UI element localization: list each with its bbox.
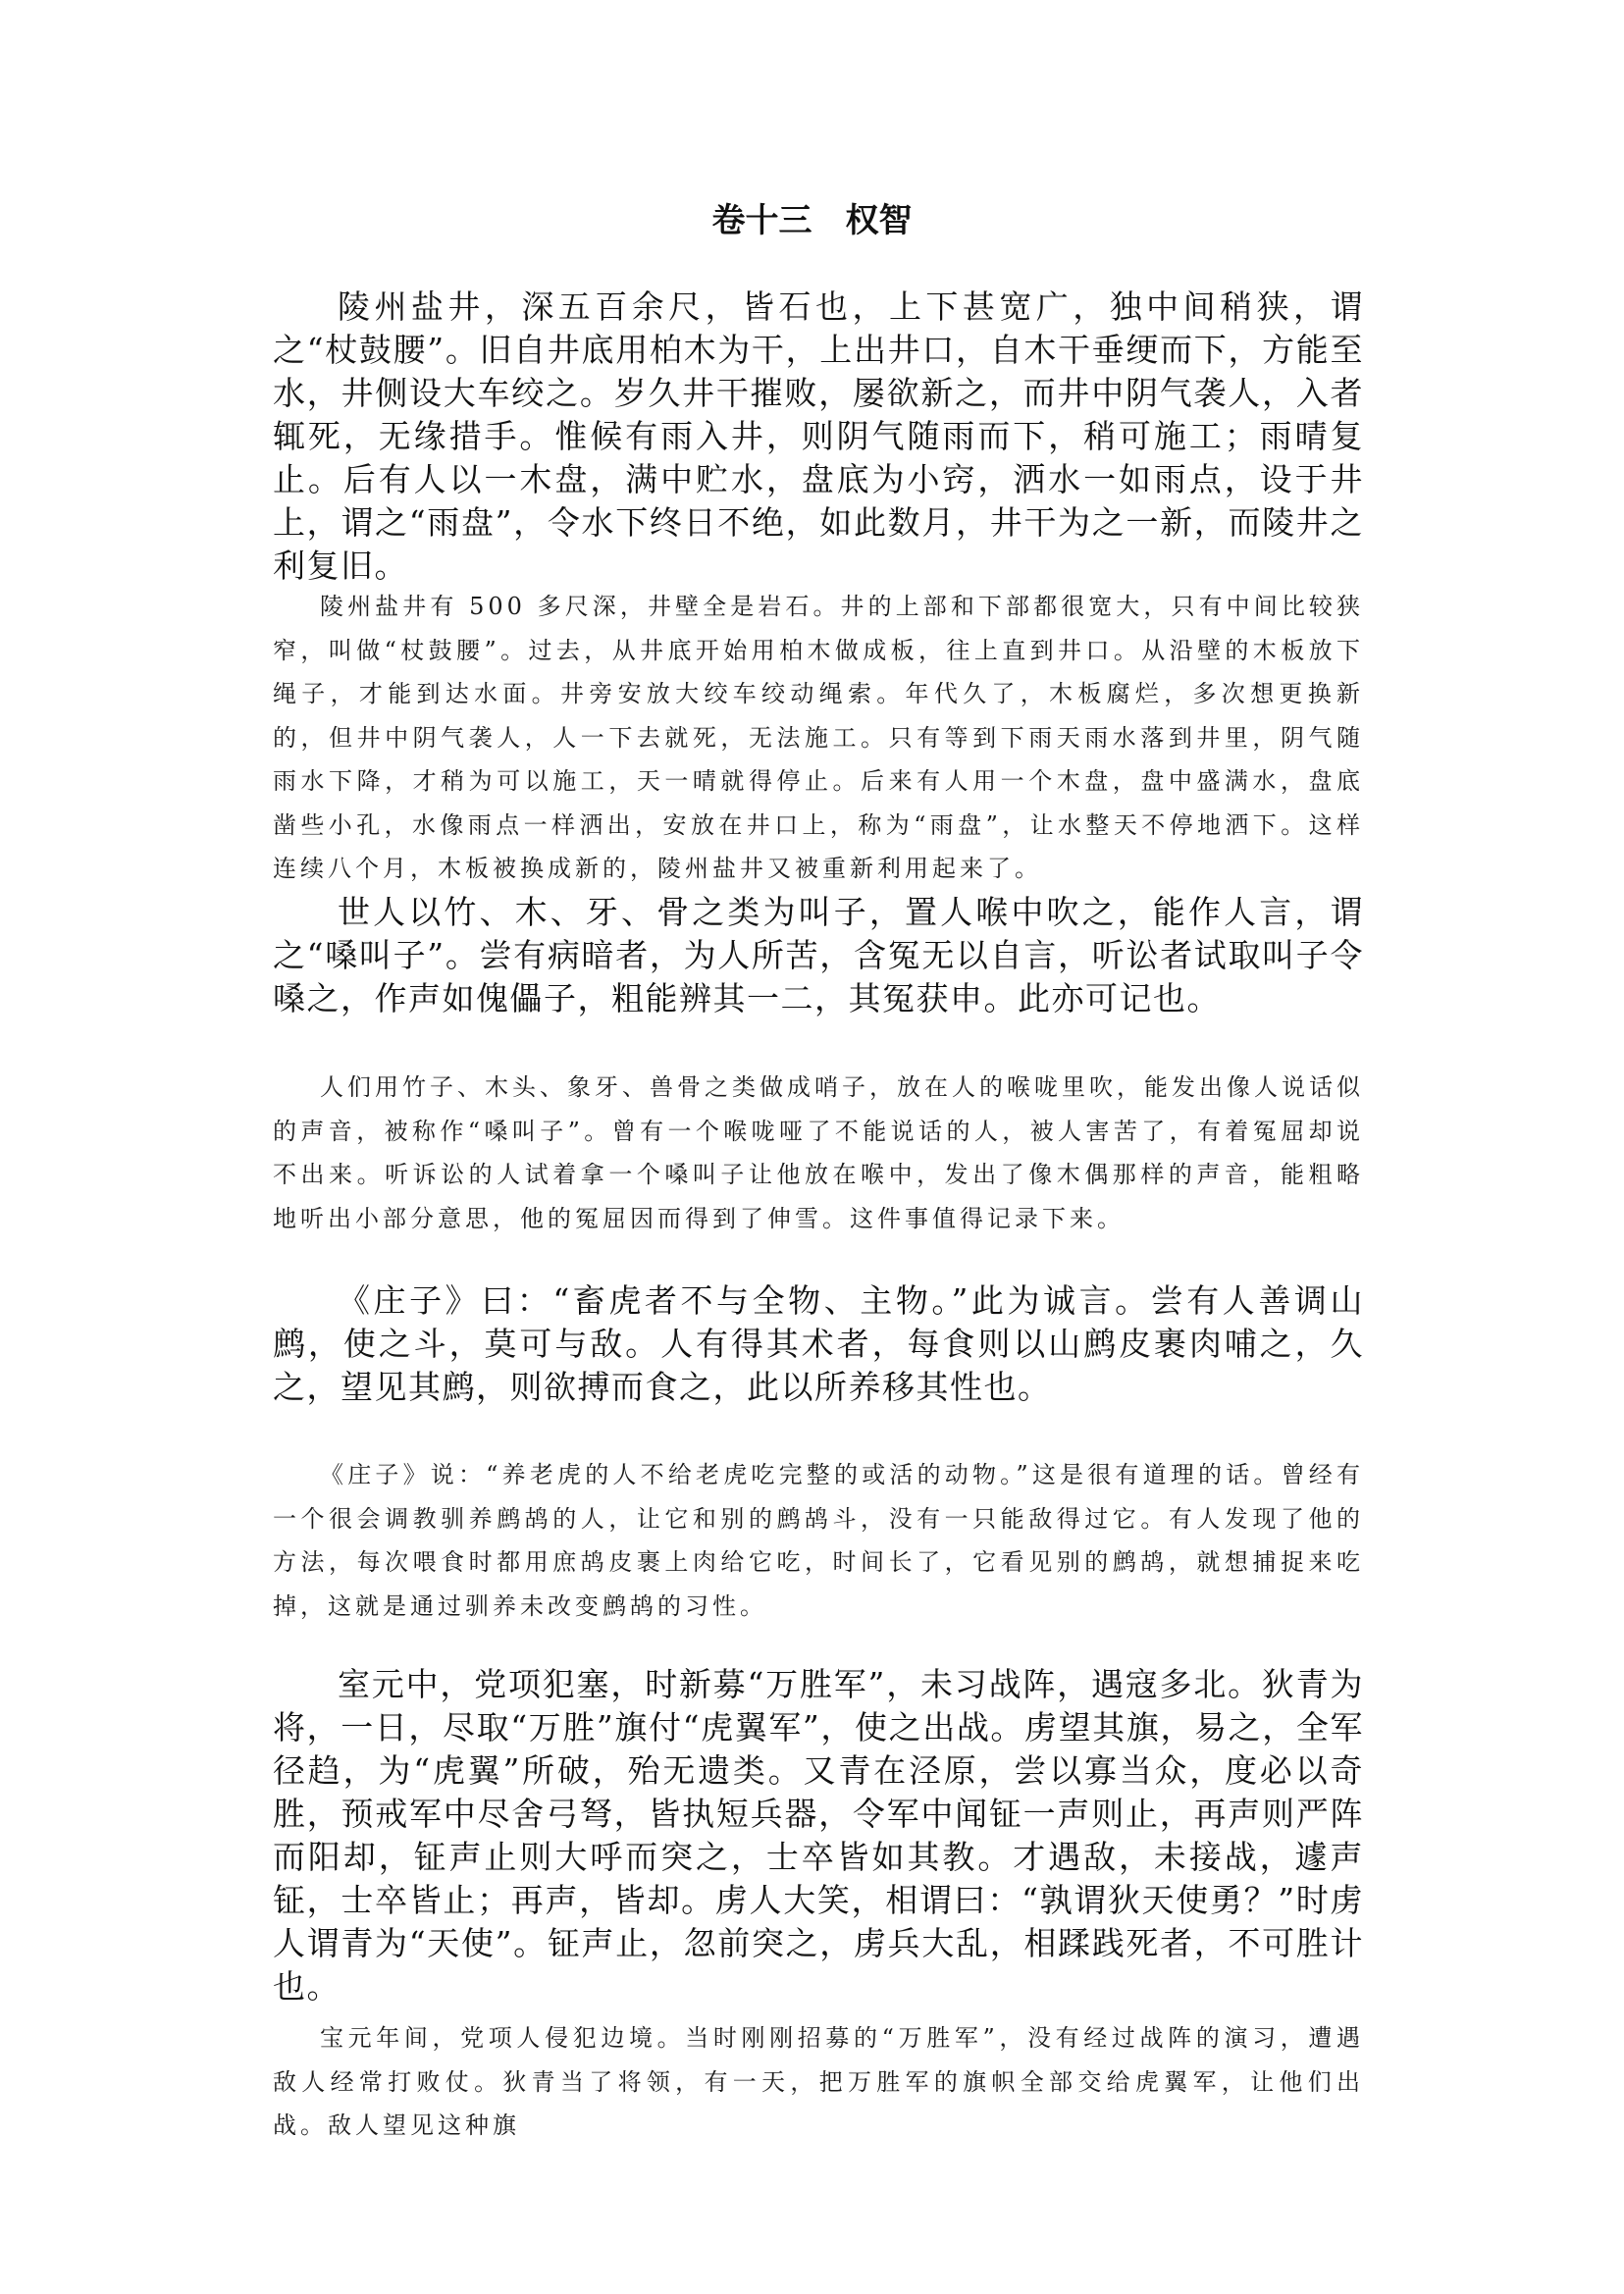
original-text-paragraph: 陵州盐井，深五百余尺，皆石也，上下甚宽广，独中间稍狭，谓之“杖鼓腰”。旧自井底用柏木为干，上出井口，自木干垂绠而下，方能至水，井侧设大车绞之。岁久井干摧败，屡欲新之，而井中阴气袭人，入者辄死，无缘措手。惟候有雨入井，则阴气随雨而下，稍可施工；雨晴复止。后有人以一木盘，满中贮水，盘底为小窍，洒水一如雨点，设于井上，谓之“雨盘”，令水下终日不绝，如此数月，井干为之一新，而陵井之利复旧。 <box>273 287 1364 585</box>
chapter-title: 卷十三 权智 <box>711 201 913 240</box>
translation-paragraph: 《庄子》说：“养老虎的人不给老虎吃完整的或活的动物。”这是很有道理的话。曾经有一个很会调教驯养鹧鸪的人，让它和别的鹧鸪斗，没有一只能敌得过它。有人发现了他的方法，每次喂食时都用庶鸪皮裹上肉给它吃，时间长了，它看见别的鹧鸪，就想捕捉来吃掉，这就是通过驯养未改变鹧鸪的习性。 <box>273 1461 1364 1620</box>
translation-paragraph: 人们用竹子、木头、象牙、兽骨之类做成哨子，放在人的喉咙里吹，能发出像人说话似的声音，被称作“嗓叫子”。曾有一个喉咙哑了不能说话的人，被人害苦了，有着冤屈却说不出来。听诉讼的人试着拿一个嗓叫子让他放在喉中，发出了像木偶那样的声音，能粗略地听出小部分意思，他的冤屈因而得到了伸雪。这件事值得记录下来。 <box>273 1073 1364 1232</box>
original-text-paragraph: 室元中，党项犯塞，时新募“万胜军”，未习战阵，遇寇多北。狄青为将，一日，尽取“万胜”旗付“虎翼军”，使之出战。虏望其旗，易之，全军径趋，为“虎翼”所破，殆无遗类。又青在泾原，尝以寡当众，度必以奇胜，预戒军中尽舍弓弩，皆执短兵器，令军中闻钲一声则止，再声则严阵而阳却，钲声止则大呼而突之，士卒皆如其教。才遇敌，未接战，遽声钲，士卒皆止；再声，皆却。虏人大笑，相谓曰：“孰谓狄天使勇？”时虏人谓青为“天使”。钲声止，忽前突之，虏兵大乱，相蹂践死者，不可胜计也。 <box>273 1665 1364 2006</box>
original-text-paragraph: 《庄子》曰：“畜虎者不与全物、主物。”此为诚言。尝有人善调山鹧，使之斗，莫可与敌。人有得其术者，每食则以山鹧皮裹肉哺之，久之，望见其鹧，则欲搏而食之，此以所养移其性也。 <box>273 1281 1364 1406</box>
translation-paragraph: 陵州盐井有 500 多尺深，井壁全是岩石。井的上部和下部都很宽大，只有中间比较狭窄，叫做“杖鼓腰”。过去，从井底开始用柏木做成板，往上直到井口。从沿壁的木板放下绳子，才能到达水面。井旁安放大绞车绞动绳索。年代久了，木板腐烂，多次想更换新的，但井中阴气袭人，人一下去就死，无法施工。只有等到下雨天雨水落到井里，阴气随雨水下降，才稍为可以施工，天一晴就得停止。后来有人用一个木盘，盘中盛满水，盘底凿些小孔，水像雨点一样洒出，安放在井口上，称为“雨盘”，让水整天不停地洒下。这样连续八个月，木板被换成新的，陵州盐井又被重新利用起来了。 <box>273 593 1364 882</box>
translation-paragraph: 宝元年间，党项人侵犯边境。当时刚刚招募的“万胜军”，没有经过战阵的演习，遭遇敌人经常打败仗。狄青当了将领，有一天，把万胜军的旗帜全部交给虎翼军，让他们出战。敌人望见这种旗 <box>273 2024 1364 2139</box>
original-text-paragraph: 世人以竹、木、牙、骨之类为叫子，置人喉中吹之，能作人言，谓之“嗓叫子”。尝有病暗者，为人所苦，含冤无以自言，听讼者试取叫子令嗓之，作声如傀儡子，粗能辨其一二，其冤获申。此亦可记也。 <box>273 893 1364 1017</box>
